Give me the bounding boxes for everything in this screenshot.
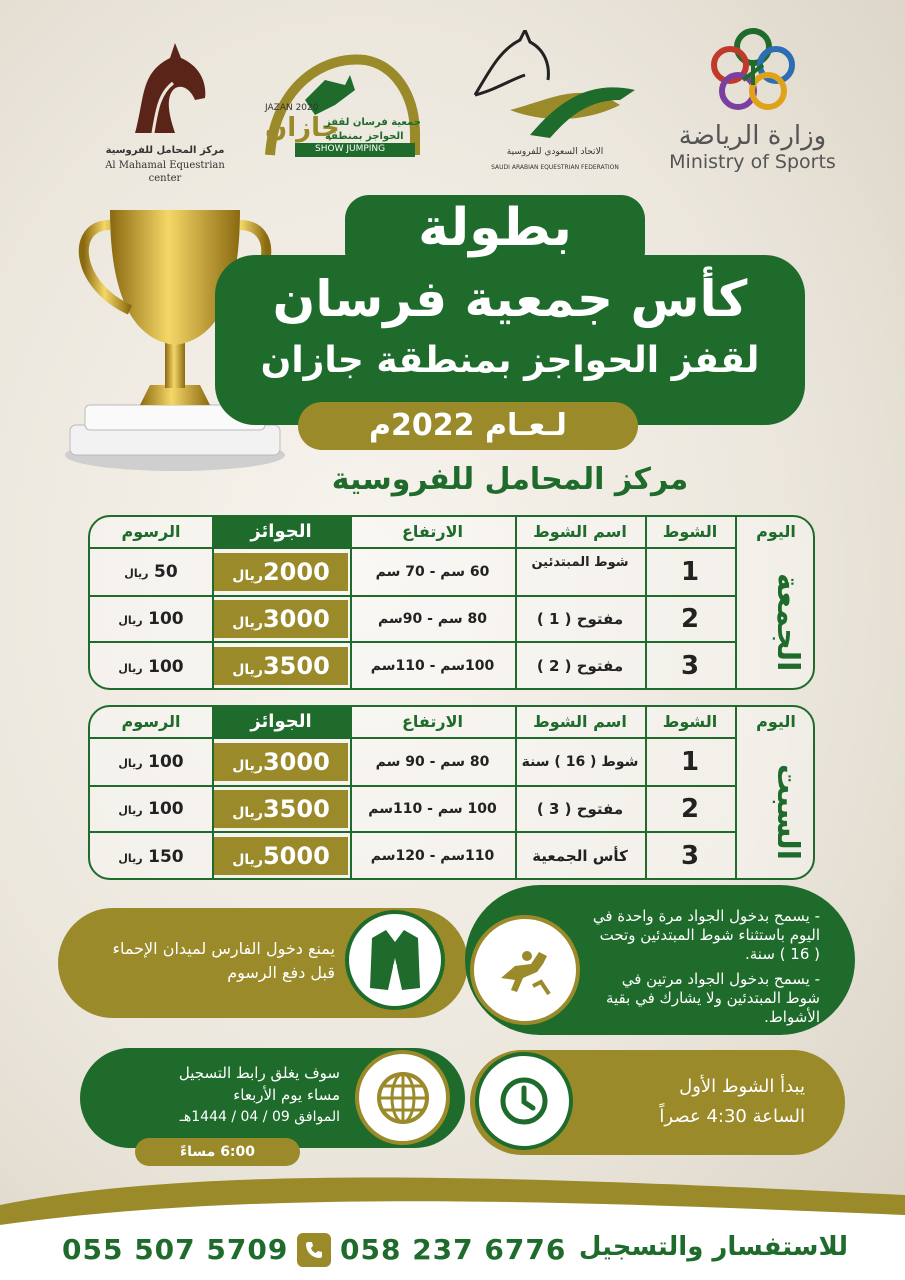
phone-icon — [304, 1240, 324, 1260]
prize-cell — [214, 837, 348, 875]
prize-amount: 3000 — [262, 605, 330, 633]
round-name: شوط ( 16 ) سنة — [521, 754, 639, 770]
year-badge: لـعـام 2022م — [298, 402, 638, 450]
start-line1: يبدأ الشوط الأول — [679, 1076, 805, 1097]
round-height: 80 سم - 90 سم — [375, 754, 490, 770]
mahamal-logo — [95, 38, 235, 185]
title-line3: لقفز الحواجز بمنطقة جازان — [260, 340, 760, 381]
col-divider — [515, 517, 517, 690]
fee-amount: 100 — [148, 657, 184, 677]
header-day: اليوم — [756, 712, 796, 731]
header-prizes: الجوائز — [212, 707, 350, 737]
round-name: مفتوح ( 2 ) — [536, 657, 624, 675]
registration-line1: سوف يغلق رابط التسجيل — [178, 1064, 340, 1082]
clock-icon — [499, 1076, 549, 1126]
prize-amount: 2000 — [262, 558, 330, 586]
mahamal-name-en: Al Mahamal Equestrian center — [105, 160, 225, 184]
ministry-flower-emblem-icon — [708, 25, 798, 115]
fee-currency: ريال — [118, 852, 143, 865]
fee-cell — [90, 643, 212, 690]
header-fees: الرسوم — [121, 522, 181, 541]
prize-currency: ريال — [232, 852, 263, 868]
jazan-tag: SHOW JUMPING — [315, 144, 386, 154]
venue-name: مركز المحامل للفروسية — [331, 462, 689, 497]
prize-amount: 3500 — [262, 652, 330, 680]
round-number: 1 — [680, 557, 700, 587]
jumping-horse-icon — [493, 938, 557, 1002]
prize-cell — [214, 743, 348, 781]
fee-amount: 50 — [154, 562, 178, 582]
horse-rule-2: - يسمح بدخول الجواد مرتين في شوط المبتدئين ولا يشارك في بقية الأشواط. — [605, 970, 820, 1026]
fee-cell — [90, 597, 212, 641]
registration-line3: الموافق 09 / 04 / 1444هـ — [179, 1109, 340, 1125]
title-line2: كأس جمعية فرسان — [272, 270, 748, 328]
round-height: 110سم - 120سم — [370, 848, 495, 864]
clock-icon-circle — [475, 1052, 573, 1150]
horse-x-icon — [470, 30, 640, 140]
phone-number-2[interactable]: 055 507 5709 — [62, 1233, 289, 1266]
saturday-schedule-table — [88, 705, 815, 880]
federation-name-en: SAUDI ARABIAN EQUESTRIAN FEDERATION — [491, 164, 619, 171]
registration-time-badge: 6:00 مساءً — [135, 1138, 300, 1166]
header-height: الارتفاع — [401, 522, 464, 541]
horse-head-icon — [115, 38, 215, 138]
fee-currency: ريال — [118, 804, 143, 817]
prize-currency: ريال — [232, 805, 263, 821]
prize-currency: ريال — [232, 662, 263, 678]
round-number: 3 — [680, 651, 700, 681]
jazan-city: جازان — [265, 113, 340, 143]
round-name: مفتوح ( 3 ) — [536, 800, 624, 818]
prize-cell — [214, 790, 348, 828]
round-number: 2 — [680, 604, 700, 634]
jacket-icon-circle — [345, 910, 445, 1010]
round-name: شوط المبتدئين — [531, 555, 629, 570]
col-divider — [735, 517, 737, 690]
registration-line2: مساء يوم الأربعاء — [233, 1086, 340, 1104]
header-fees: الرسوم — [121, 712, 181, 731]
prize-currency: ريال — [232, 758, 263, 774]
round-name: كأس الجمعية — [532, 847, 628, 865]
fee-currency: ريال — [118, 662, 143, 675]
fee-currency: ريال — [118, 757, 143, 770]
riding-jacket-icon — [368, 928, 422, 992]
fee-cell — [90, 833, 212, 880]
prize-cell — [214, 647, 348, 685]
federation-logo — [470, 30, 640, 174]
jazan-line1: جمعية فرسان لقفز — [325, 117, 421, 128]
mahamal-name-ar: مركز المحامل للفروسية — [105, 145, 225, 156]
phone-icon-badge — [297, 1233, 331, 1267]
round-height: 80 سم - 90سم — [378, 611, 487, 627]
prize-amount: 3500 — [262, 795, 330, 823]
jazan-line2: الحواجز بمنطقة — [325, 131, 404, 142]
header-day: اليوم — [756, 522, 796, 541]
col-divider — [735, 707, 737, 880]
day-friday: الجمعة — [770, 572, 805, 672]
fee-amount: 100 — [148, 752, 184, 772]
header-round: الشوط — [662, 522, 718, 541]
round-height: 60 سم - 70 سم — [375, 564, 490, 580]
prize-currency: ريال — [232, 568, 263, 584]
fee-amount: 100 — [148, 799, 184, 819]
fee-cell — [90, 739, 212, 785]
contact-label: للاستفسار والتسجيل — [578, 1232, 848, 1262]
globe-icon — [375, 1070, 431, 1126]
round-number: 2 — [680, 794, 700, 824]
fee-currency: ريال — [118, 614, 143, 627]
header-round-name: اسم الشوط — [533, 522, 627, 541]
round-height: 100 سم - 110سم — [368, 801, 497, 817]
rider-rule-text: يمنع دخول الفارس لميدان الإحماء قبل دفع الرسوم — [112, 939, 335, 982]
fee-amount: 150 — [148, 847, 184, 867]
fee-cell — [90, 549, 212, 595]
header-round-name: اسم الشوط — [533, 712, 627, 731]
phone-number-1[interactable]: 058 237 6776 — [340, 1233, 567, 1266]
round-number: 3 — [680, 841, 700, 871]
round-height: 100سم - 110سم — [370, 658, 495, 674]
prize-currency: ريال — [232, 615, 263, 631]
header-prizes: الجوائز — [212, 517, 350, 547]
title-line1: بطولة — [418, 198, 572, 258]
prize-amount: 5000 — [262, 842, 330, 870]
header-height: الارتفاع — [401, 712, 464, 731]
fee-cell — [90, 787, 212, 831]
ministry-logo — [665, 25, 840, 173]
prize-cell — [214, 600, 348, 638]
ministry-name-en: Ministry of Sports — [669, 151, 836, 173]
prize-amount: 3000 — [262, 748, 330, 776]
col-divider — [515, 707, 517, 880]
round-name: مفتوح ( 1 ) — [536, 610, 624, 628]
jazan-sub: JAZAN 2020 — [265, 103, 319, 113]
globe-icon-circle — [355, 1050, 450, 1145]
prize-cell — [214, 553, 348, 591]
header-round: الشوط — [662, 712, 718, 731]
jazan-logo — [255, 45, 425, 175]
round-number: 1 — [680, 747, 700, 777]
federation-name-ar: الاتحاد السعودي للفروسية — [506, 147, 604, 157]
horse-rule-1: - يسمح بدخول الجواد مرة واحدة في اليوم باستثناء شوط المبتدئين وتحت ( 16 ) سنة. — [592, 907, 820, 963]
fee-amount: 100 — [148, 609, 184, 629]
ministry-name-ar: وزارة الرياضة — [678, 121, 827, 151]
jumping-horse-icon-circle — [470, 915, 580, 1025]
day-saturday: السبت — [770, 763, 805, 861]
fee-currency: ريال — [124, 567, 149, 580]
start-line2: الساعة 4:30 عصراً — [659, 1106, 805, 1127]
friday-schedule-table — [88, 515, 815, 690]
